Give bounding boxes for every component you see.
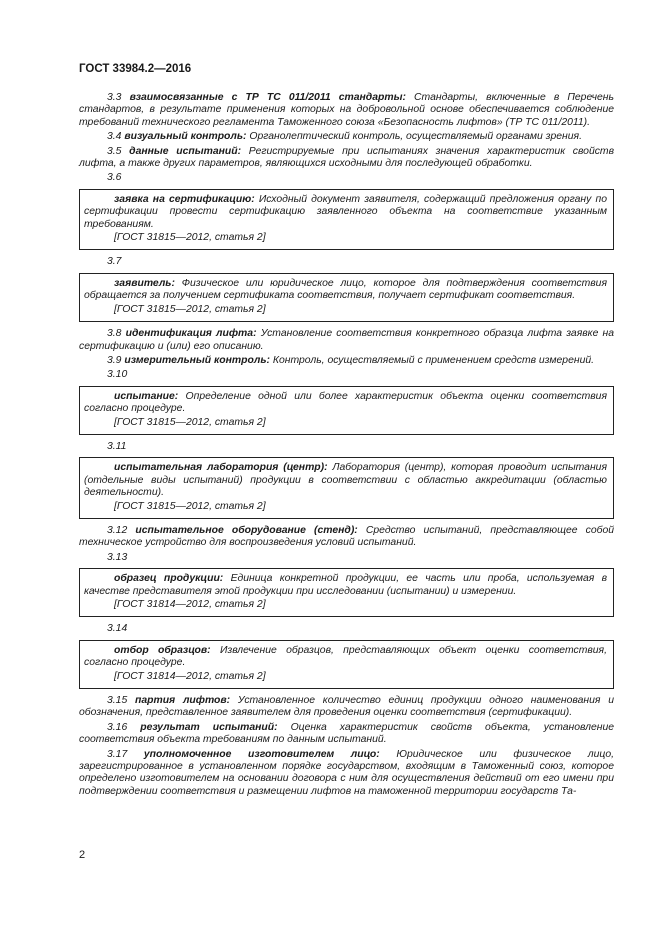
term-name: идентификация лифта: bbox=[125, 328, 257, 340]
term-definition: Исходный документ заявителя, содержащий предложения органу по сертификации провести сертификацию заявленного объекта на соответствие указанным требованиям. bbox=[84, 193, 607, 230]
term-definition: Извлечение образцов, представляющих объект оценки соответствия, согласно процедуре. bbox=[84, 644, 607, 669]
term-definition: Стандарты, включенные в Перечень стандартов, в результате применения которых на добровольной основе обеспечивается соблюдение требований технического регламента Таможенного союза «Безопасность лифтов» (ТР ТС 011/2011). bbox=[79, 92, 614, 128]
term-box bbox=[79, 189, 614, 251]
term-entry bbox=[79, 695, 614, 720]
term-definition: Установление соответствия конкретного образца лифта заявке на сертификацию и (или) его описанию. bbox=[79, 328, 615, 352]
term-name: партия лифтов: bbox=[135, 695, 231, 707]
term-entry bbox=[79, 92, 614, 129]
term-entry bbox=[79, 722, 614, 747]
term-definition: Юридическое или физическое лицо, зарегистрированное в установленном порядке государством, входящим в Таможенный союз, которое определено изготовителем на основании договора с ним для осуществления действий от его имени при подтверждении соответствия и размещении лифтов на таможенной территории государств Та- bbox=[79, 748, 614, 797]
term-reference: [ГОСТ 31815—2012, статья 2] bbox=[114, 303, 266, 315]
term-reference: [ГОСТ 31814—2012, статья 2] bbox=[114, 670, 266, 682]
term-number: 3.13 bbox=[107, 551, 128, 563]
term-number: 3.7 bbox=[107, 256, 122, 268]
term-definition: Определение одной или более характеристик объекта оценки соответствия согласно процедуре. bbox=[84, 390, 607, 415]
term-number: 3.9 bbox=[107, 354, 122, 366]
term-entry bbox=[79, 328, 614, 353]
term-name: измерительный контроль: bbox=[124, 354, 270, 366]
term-name: визуальный контроль: bbox=[124, 131, 247, 143]
term-entry bbox=[79, 131, 614, 143]
page-number: 2 bbox=[79, 849, 86, 861]
term-name: результат испытаний: bbox=[140, 721, 278, 733]
term-entry bbox=[84, 645, 607, 670]
term-entry bbox=[79, 525, 614, 550]
term-number: 3.5 bbox=[107, 145, 122, 157]
term-name: образец продукции: bbox=[114, 573, 224, 585]
term-definition: Физическое или юридическое лицо, которое для подтверждения соответствия обращается за получением сертификата соответствия, получает сертификат соответствия. bbox=[84, 277, 607, 302]
term-box bbox=[79, 640, 614, 689]
term-box bbox=[79, 457, 614, 519]
term-name: отбор образцов: bbox=[114, 644, 211, 656]
term-reference: [ГОСТ 31815—2012, статья 2] bbox=[114, 232, 266, 244]
term-reference: [ГОСТ 31814—2012, статья 2] bbox=[114, 599, 266, 610]
term-number: 3.15 bbox=[107, 695, 128, 707]
term-box bbox=[79, 273, 614, 322]
term-number: 3.10 bbox=[107, 369, 128, 381]
term-number: 3.11 bbox=[107, 440, 127, 452]
term-entry bbox=[84, 462, 607, 499]
terms-content bbox=[79, 92, 614, 800]
term-definition: Единица конкретной продукции, ее часть или проба, используемая в качестве представителя этой продукции при исследовании (испытании) и измерении. bbox=[84, 573, 608, 597]
term-definition: Средство испытаний, представляющее собой техническое устройство для воспроизведения условий испытаний. bbox=[79, 524, 614, 549]
term-name: испытательная лаборатория (центр): bbox=[114, 462, 328, 474]
term-entry bbox=[84, 391, 607, 416]
term-number: 3.16 bbox=[107, 721, 128, 733]
term-box bbox=[79, 568, 614, 617]
term-definition: Лаборатория (центр), которая проводит испытания (отдельные виды испытаний) продукции в соответствии с областью аккредитации (областью деятельности). bbox=[84, 462, 608, 499]
term-definition: Органолептический контроль, осуществляемый органами зрения. bbox=[249, 131, 582, 143]
term-number: 3.8 bbox=[107, 328, 122, 340]
term-name: данные испытаний: bbox=[129, 145, 242, 157]
term-name: испытательное оборудование (стенд): bbox=[135, 524, 358, 536]
term-reference: [ГОСТ 31815—2012, статья 2] bbox=[114, 416, 266, 428]
term-name: уполномоченное изготовителем лицо: bbox=[143, 748, 380, 760]
term-entry bbox=[79, 146, 614, 171]
term-number: 3.3 bbox=[107, 92, 122, 103]
term-entry bbox=[84, 573, 607, 598]
term-reference: [ГОСТ 31815—2012, статья 2] bbox=[114, 500, 266, 512]
term-number: 3.6 bbox=[107, 172, 122, 184]
term-number: 3.4 bbox=[107, 131, 122, 143]
term-name: заявитель: bbox=[114, 277, 175, 289]
term-entry bbox=[84, 278, 607, 303]
term-number: 3.12 bbox=[107, 524, 128, 536]
document-header: ГОСТ 33984.2—2016 bbox=[79, 63, 192, 75]
term-name: заявка на сертификацию: bbox=[114, 193, 255, 205]
term-entry bbox=[79, 749, 614, 799]
term-definition: Контроль, осуществляемый с применением средств измерений. bbox=[272, 354, 595, 366]
term-entry bbox=[84, 194, 607, 231]
term-number: 3.14 bbox=[107, 623, 128, 635]
term-definition: Установленное количество единиц продукции одного наименования и обозначения, представленное заявителем для проведения оценки соответствия (сертификации). bbox=[79, 695, 614, 719]
term-name: взаимосвязанные с ТР ТС 011/2011 стандарты: bbox=[129, 92, 406, 103]
term-number: 3.17 bbox=[107, 748, 128, 760]
term-entry bbox=[79, 355, 614, 367]
term-box bbox=[79, 386, 614, 435]
term-definition: Регистрируемые при испытаниях значения характеристик свойств лифта, а также других параметров, являющихся исходными для последующей обработки. bbox=[79, 145, 615, 170]
term-definition: Оценка характеристик свойств объекта, установление соответствия объекта требованиям по данным испытаний. bbox=[79, 721, 614, 746]
term-name: испытание: bbox=[114, 390, 179, 402]
